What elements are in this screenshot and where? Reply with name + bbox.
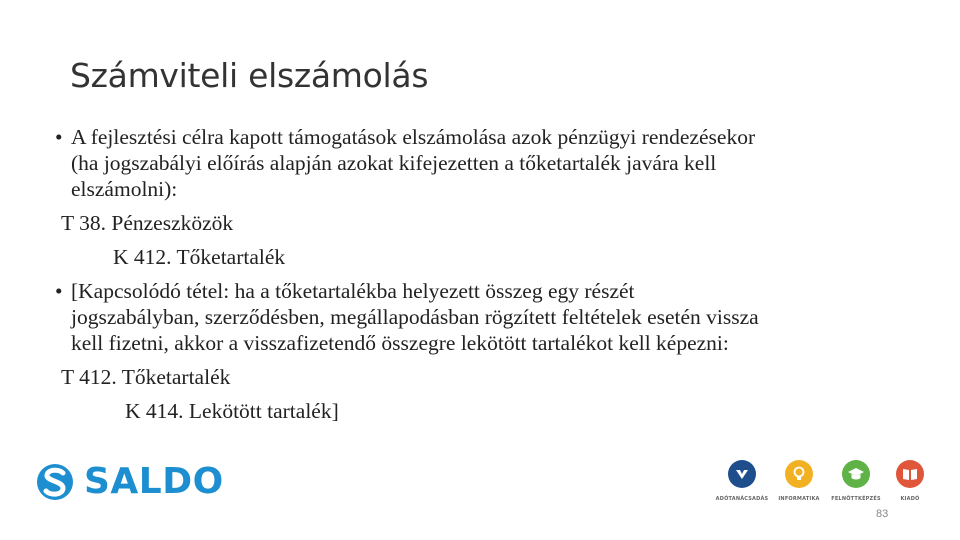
service-label: FELNŐTTKÉPZÉS: [831, 496, 881, 502]
credit-entry: K 414. Lekötött tartalék]: [125, 399, 339, 423]
bullet-item-grant-settlement: [52, 124, 932, 202]
bullet-glyph: •: [55, 279, 63, 303]
service-item-felnottkepzes: [826, 460, 886, 502]
open-book-icon: [896, 460, 924, 488]
checkmark-shield-icon: [728, 460, 756, 488]
bullet-line: jogszabályban, szerződésben, megállapodásban rögzített feltételek esetén vissza: [71, 305, 759, 329]
debit-entry: T 38. Pénzeszközök: [61, 211, 234, 235]
bullet-line: (ha jogszabályi előírás alapján azokat kifejezetten a tőketartalék javára kell: [71, 151, 717, 175]
graduation-cap-icon: [842, 460, 870, 488]
credit-entry: K 412. Tőketartalék: [113, 245, 286, 269]
service-label: ADÓTANÁCSADÁS: [715, 496, 769, 502]
bullet-line: [Kapcsolódó tétel: ha a tőketartalékba helyezett összeg egy részét: [71, 279, 635, 303]
saldo-wordmark: SALDO: [84, 461, 224, 502]
service-label: KIADÓ: [900, 496, 920, 502]
service-icons-row: [712, 460, 942, 510]
saldo-s-logo-icon: [36, 461, 74, 503]
bullet-line: kell fizetni, akkor a visszafizetendő összegre lekötött tartalékot kell képezni:: [71, 331, 729, 355]
service-item-kiado: [880, 460, 940, 502]
service-item-informatika: [769, 460, 829, 502]
lightbulb-icon: [785, 460, 813, 488]
bullet-line: A fejlesztési célra kapott támogatások elszámolása azok pénzügyi rendezésekor: [71, 125, 756, 149]
service-item-adotanacsadas: [712, 460, 772, 502]
slide-body: [52, 124, 932, 432]
page-number: 83: [876, 508, 889, 520]
debit-entry: T 412. Tőketartalék: [61, 365, 231, 389]
bullet-line: elszámolni):: [71, 177, 178, 201]
service-label: INFORMATIKA: [778, 496, 820, 502]
slide-title: Számviteli elszámolás: [70, 56, 429, 95]
bullet-item-related-entry: [52, 278, 932, 356]
saldo-logo: [36, 461, 224, 503]
bullet-glyph: •: [55, 125, 63, 149]
